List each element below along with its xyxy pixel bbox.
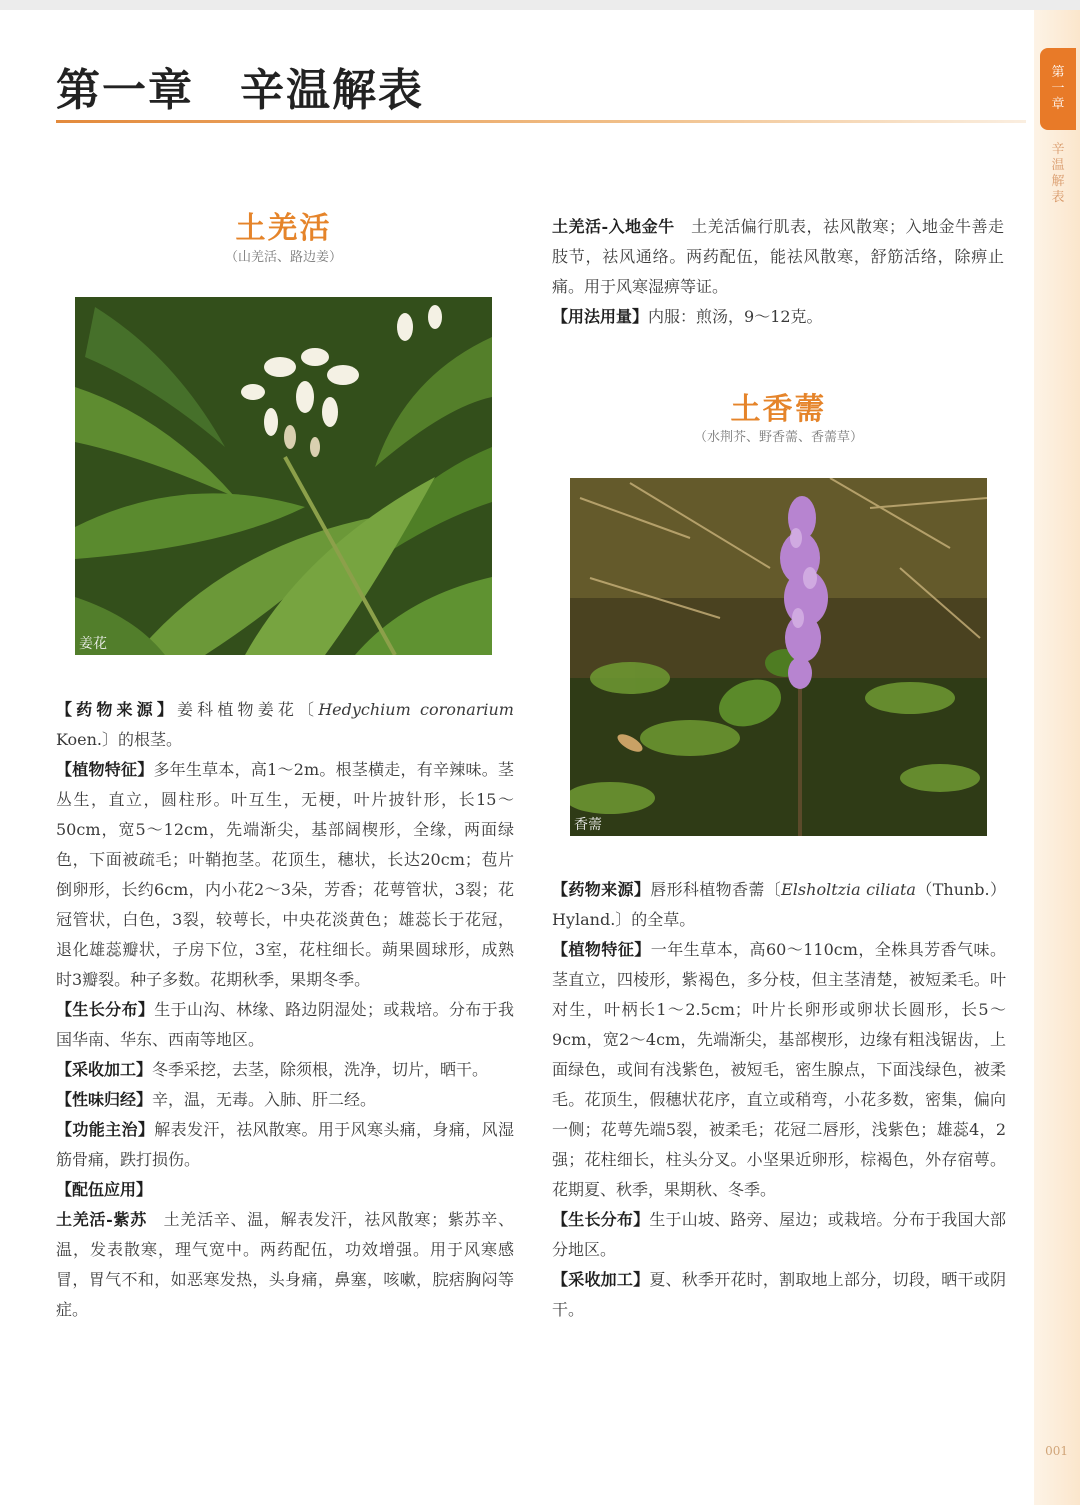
chapter-title: 辛温解表 [240,65,424,116]
features-paragraph [56,755,514,995]
section-label: 【药物来源】 [552,880,651,899]
source-text: 姜科植物姜花〔 [177,700,319,719]
pairing-text: 土羌活偏行肌表，祛风散寒；入地金牛善走肢节，祛风通络。两药配伍，能祛风散寒，舒筋活络，除痹止痛。用于风寒湿痹等证。 [552,217,1004,296]
section-label: 【生长分布】 [552,1210,650,1229]
processing-text: 夏、秋季开花时，割取地上部分，切段，晒干或阴干。 [552,1270,1006,1319]
processing-paragraph [56,1055,514,1085]
photo-caption: 香薷 [574,817,602,833]
chapter-tab-char: 第 [1051,65,1065,80]
side-strip [1034,10,1080,1505]
processing-paragraph [552,1265,1006,1325]
section-tab-char: 辛 [1051,142,1065,157]
pairing-title: 土羌活-入地金牛 [552,217,675,236]
section-label: 【采收加工】 [552,1270,650,1289]
section-label: 【生长分布】 [56,1000,155,1019]
pairing-text: 土羌活辛、温，解表发汗，祛风散寒；紫苏辛、温，发表散寒，理气宽中。两药配伍，功效增强。用于风寒感冒，胃气不和，如恶寒发热，头身痛，鼻塞，咳嗽，脘痞胸闷等症。 [56,1210,514,1319]
source-text: 唇形科植物香薷〔 [650,880,782,899]
dosage-text: 内服：煎汤，9～12克。 [648,307,823,326]
herb-2-body [552,875,1006,1325]
section-tab-char: 温 [1051,158,1065,173]
dosage-paragraph [552,302,1004,332]
distribution-text: 生于山坡、路旁、屋边；或栽培。分布于我国大部分地区。 [552,1210,1006,1259]
distribution-paragraph [552,1205,1006,1265]
section-label: 【用法用量】 [552,307,649,326]
section-label: 【功能主治】 [56,1120,155,1139]
nature-paragraph [56,1085,514,1115]
nature-text: 辛，温，无毒。入肺、肝二经。 [152,1090,377,1109]
herb-1-body-left [56,695,514,1325]
section-label: 【性味归经】 [56,1090,153,1109]
top-band [0,0,1080,10]
section-tab [1046,142,1070,206]
function-paragraph [56,1115,514,1175]
page-number: 001 [1045,1444,1068,1458]
source-text-end: Koen.〕的根茎。 [56,730,183,749]
chapter-rule [56,120,1026,123]
photo-caption: 姜花 [79,636,107,652]
features-paragraph [552,935,1006,1205]
features-text: 多年生草本，高1～2m。根茎横走，有辛辣味。茎丛生，直立，圆柱形。叶互生，无梗，叶片披针形，长15～50cm，宽5～12cm，先端渐尖，基部阔楔形，全缘，两面绿色，下面被疏毛；叶鞘抱茎。花顶生，穗状，长达20cm；苞片倒卵形，长约6cm，内小花2～3朵，芳香；花萼管状，3裂；花冠管状，白色，3裂，较萼长，中央花淡黄色；雄蕊长于花冠，退化雄蕊瓣状，子房下位，3室，花柱细长。蒴果圆球形，成熟时3瓣裂。种子多数。花期秋季，果期冬季。 [56,760,514,989]
herb-title: 土香薷 [730,392,827,427]
chapter-tab-char: 章 [1051,97,1065,112]
distribution-text: 生于山沟、林缘、路边阴湿处；或栽培。分布于我国华南、华东、西南等地区。 [56,1000,514,1049]
processing-text: 冬季采挖，去茎，除须根，洗净，切片，晒干。 [152,1060,489,1079]
herb-title: 土羌活 [235,211,332,246]
section-tab-char: 表 [1051,190,1065,205]
herb-alias: （山羌活、路边姜） [224,250,342,265]
section-tab-char: 解 [1051,174,1065,189]
source-text-end: （Thunb.）Hyland.〕的全草。 [552,880,1006,929]
chapter-tab[interactable] [1040,48,1076,130]
section-label: 【植物特征】 [56,760,154,779]
function-text: 解表发汗，祛风散寒。用于风寒头痛，身痛，风湿筋骨痛，跌打损伤。 [56,1120,514,1169]
herb-1-body-right [552,212,1004,332]
pairing-heading [56,1175,514,1205]
herb-alias: （水荆芥、野香薷、香薷草） [693,430,863,445]
section-label: 【采收加工】 [56,1060,153,1079]
chapter-heading [56,54,424,118]
pairing-paragraph [552,212,1004,302]
features-text: 一年生草本，高60～110cm，全株具芳香气味。茎直立，四棱形，紫褐色，多分枝，但主茎清楚，被短柔毛。叶对生，叶柄长1～2.5cm；叶片长卵形或卵状长圆形，长5～9cm，宽2～4cm，先端渐尖，基部楔形，边缘有粗浅锯齿，上面绿色，或间有浅紫色，被短毛，密生腺点，下面浅绿色，被柔毛。花顶生，假穗状花序，直立或稍弯，小花多数，密集，偏向一侧；花萼先端5裂，被柔毛；花冠二唇形，浅紫色；雄蕊4，2强；花柱细长，柱头分叉。小坚果近卵形，棕褐色，外存宿萼。花期夏、秋季，果期秋、冬季。 [552,940,1006,1199]
herb-photo-ginger-lily [75,297,492,655]
chapter-tab-char: 一 [1051,81,1065,96]
pairing-paragraph [56,1205,514,1325]
section-label: 【药物来源】 [56,700,178,719]
source-paragraph [552,875,1006,935]
latin-name: Hedychium coronarium [318,700,514,719]
herb-photo-elsholtzia [570,478,987,836]
section-label: 【配伍应用】 [56,1180,153,1199]
pairing-title: 土羌活-紫苏 [56,1210,147,1229]
chapter-number: 第一章 [56,65,194,116]
latin-name: Elsholtzia ciliata [781,880,916,899]
source-paragraph [56,695,514,755]
distribution-paragraph [56,995,514,1055]
section-label: 【植物特征】 [552,940,651,959]
